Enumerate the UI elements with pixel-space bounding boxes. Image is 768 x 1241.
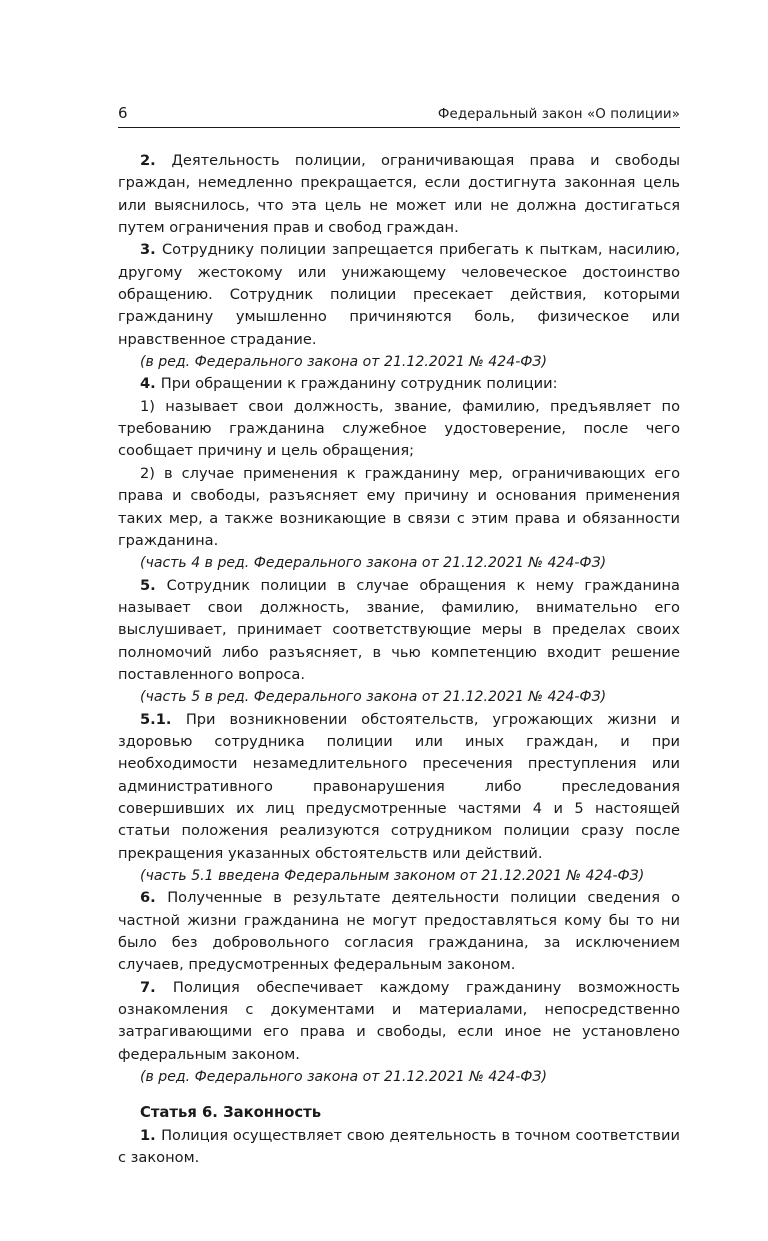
citation-clause-4: (часть 4 в ред. Федерального закона от 21.12.2021 № 424-ФЗ) <box>140 555 607 572</box>
clause-5-1-text: При возникновении обстоятельств, угрожающих жизни и здоровью сотрудника полиции или иных граждан, и при необходимости незамедлительного пресечения преступления или административного правонарушения либо преследования совершивших их лиц предусмотренные частями 4 и 5 настоящей статьи положения реализуются сотрудником полиции сразу после прекращения указанных обстоятельств или действий. <box>118 710 680 862</box>
clause-6-text: Полученные в результате деятельности полиции сведения о частной жизни гражданина не могут предоставляться кому бы то ни было без добровольного согласия гражданина, за исключением случаев, предусмотренных федеральным законом. <box>118 889 680 974</box>
clause-4-text: При обращении к гражданину сотрудник полиции: <box>160 375 558 393</box>
clause-7-number: 7. <box>140 978 173 996</box>
clause-7-text: Полиция обеспечивает каждому гражданину возможность ознакомления с документами и материалами, непосредственно затрагивающими его права и свободы, если иное не установлено федеральным законом. <box>118 978 680 1063</box>
clause-3 <box>118 239 680 351</box>
clause-2 <box>118 150 680 239</box>
clause-5-text: Сотрудник полиции в случае обращения к нему гражданина называет свои должность, звание, фамилию, внимательно его выслушивает, принимает соответствующие меры в пределах своих полномочий либо разъясняет, в чью компетенцию входит решение поставленного вопроса. <box>118 576 680 683</box>
page-number: 6 <box>118 104 128 122</box>
clause-2-number: 2. <box>140 152 172 169</box>
clause-4-item-2: 2) в случае применения к гражданину мер, ограничивающих его права и свободы, разъясняет ему причину и основания применения таких мер, а также возникающие в связи с этим права и обязанности гражданина. <box>118 464 680 549</box>
clause-5-number: 5. <box>140 576 167 594</box>
clause-6 <box>118 887 680 976</box>
clause-4 <box>118 373 680 395</box>
article-6-clause-1 <box>118 1125 680 1170</box>
clause-5-1-number: 5.1. <box>140 710 186 728</box>
citation-clause-5-1: (часть 5.1 введена Федеральным законом от 21.12.2021 № 424-ФЗ) <box>140 868 645 884</box>
citation-clause-7: (в ред. Федерального закона от 21.12.2021 № 424-ФЗ) <box>140 1069 547 1086</box>
running-head <box>118 104 680 124</box>
clause-4-item-1: 1) называет свои должность, звание, фамилию, предъявляет по требованию гражданина служебное удостоверение, после чего сообщает причину и цель обращения; <box>118 397 680 460</box>
body-text-container <box>118 150 680 1169</box>
clause-5-1 <box>118 709 680 865</box>
article-6-heading: Статья 6. Законность <box>140 1104 322 1122</box>
article-6-clause-1-text: Полиция осуществляет свою деятельность в точном соответствии с законом. <box>118 1126 680 1167</box>
citation-clause-3: (в ред. Федерального закона от 21.12.2021 № 424-ФЗ) <box>140 354 547 371</box>
clause-4-number: 4. <box>140 375 161 393</box>
running-head-title: Федеральный закон «О полиции» <box>437 107 680 122</box>
article-6-clause-1-number: 1. <box>140 1126 162 1144</box>
clause-6-number: 6. <box>140 889 168 907</box>
citation-clause-5: (часть 5 в ред. Федерального закона от 21.12.2021 № 424-ФЗ) <box>140 689 607 706</box>
clause-2-text: Деятельность полиции, ограничивающая права и свободы граждан, немедленно прекращается, если достигнута законная цель или выяснилось, что эта цель не может или не должна достигаться путем ограничения прав и свобод граждан. <box>118 152 680 237</box>
clause-3-number: 3. <box>140 241 162 259</box>
clause-7 <box>118 977 680 1066</box>
page-content <box>118 104 680 1169</box>
clause-5 <box>118 575 680 687</box>
header-divider <box>118 127 680 128</box>
clause-3-text: Сотруднику полиции запрещается прибегать к пыткам, насилию, другому жестокому или унижающему человеческое достоинство обращению. Сотрудник полиции пресекает действия, которыми гражданину умышленно причиняются боль, физическое или нравственное страдание. <box>118 241 681 348</box>
